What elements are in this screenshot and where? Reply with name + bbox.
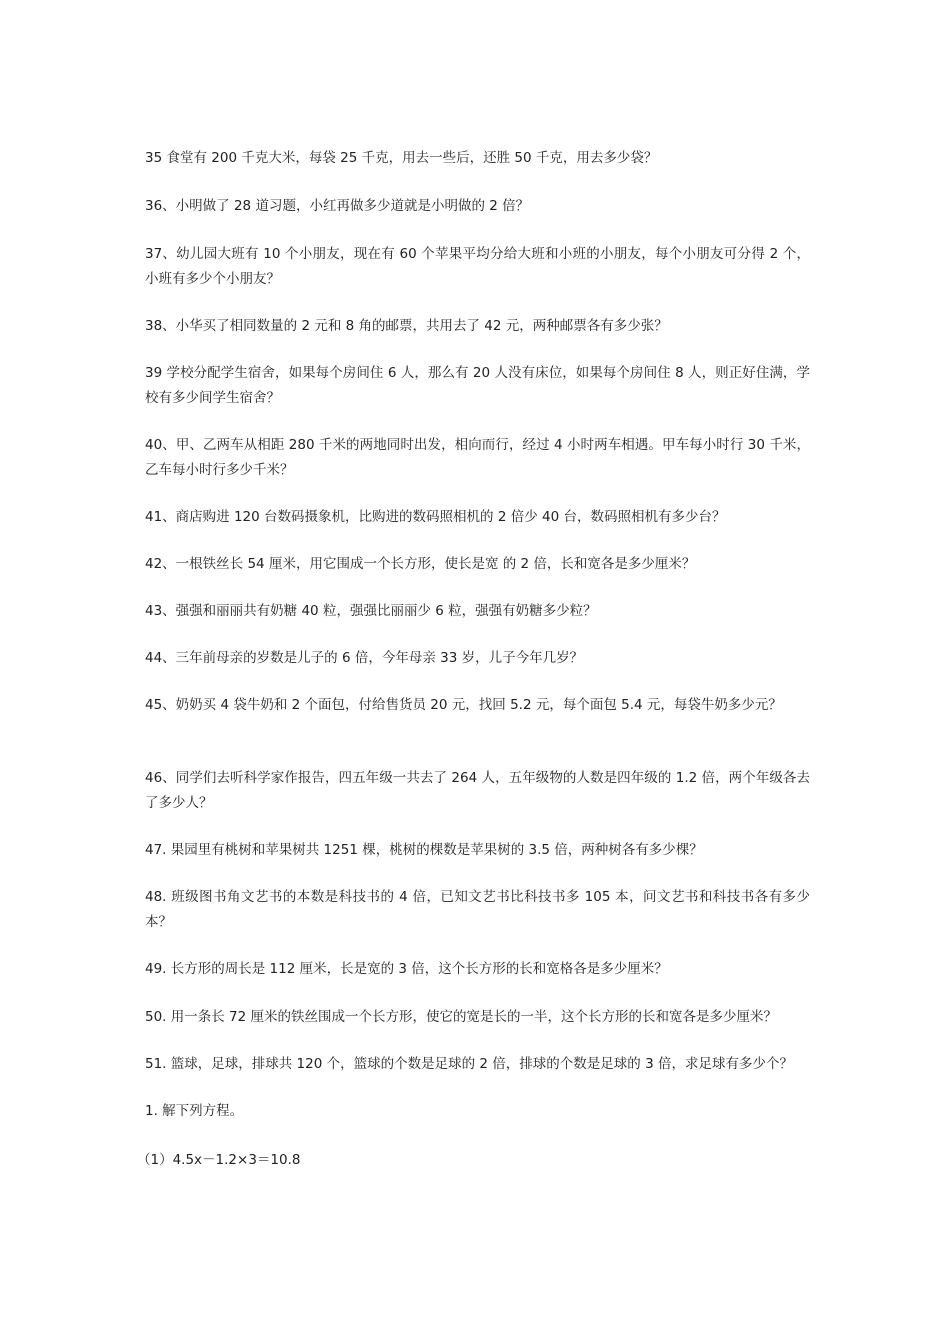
problem-50: 50. 用一条长 72 厘米的铁丝围成一个长方形，使它的宽是长的一半，这个长方形的长和宽各是多少厘米？ [145, 1009, 778, 1025]
problem-44: 44、三年前母亲的岁数是儿子的 6 倍，今年母亲 33 岁，儿子今年几岁？ [145, 650, 584, 666]
problem-41: 41、商店购进 120 台数码摄象机，比购进的数码照相机的 2 倍少 40 台，数码照相机有多少台？ [145, 509, 726, 525]
problem-37: 37、幼儿园大班有 10 个小朋友，现在有 60 个苹果平均分给大班和小班的小朋友，每个小朋友可分得 2 个，小班有多少个小朋友？ [145, 246, 810, 287]
problem-47: 47. 果园里有桃树和苹果树共 1251 棵，桃树的棵数是苹果树的 3.5 倍，两种树各有多少棵？ [145, 842, 703, 858]
problem-45: 45、奶奶买 4 袋牛奶和 2 个面包，付给售货员 20 元，找回 5.2 元，每个面包 5.4 元，每袋牛奶多少元？ [145, 697, 782, 713]
problem-48: 48. 班级图书角文艺书的本数是科技书的 4 倍，已知文艺书比科技书多 105 本，问文艺书和科技书各有多少本？ [145, 889, 810, 930]
problem-43: 43、强强和丽丽共有奶糖 40 粒，强强比丽丽少 6 粒，强强有奶糖多少粒？ [145, 603, 597, 619]
equation-1: （1）4.5x－1.2×3＝10.8 [137, 1152, 301, 1168]
problem-39: 39 学校分配学生宿舍，如果每个房间住 6 人，那么有 20 人没有床位，如果每个房间住 8 人，则正好住满，学校有多少间学生宿舍？ [145, 365, 810, 406]
problem-51: 51. 篮球，足球，排球共 120 个，篮球的个数是足球的 2 倍，排球的个数是足球的 3 倍，求足球有多少个？ [145, 1056, 793, 1072]
problem-40: 40、甲、乙两车从相距 280 千米的两地同时出发，相向而行，经过 4 小时两车相遇。甲车每小时行 30 千米，乙车每小时行多少千米？ [145, 437, 810, 478]
problem-36: 36、小明做了 28 道习题，小红再做多少道就是小明做的 2 倍？ [145, 198, 530, 214]
problem-42: 42、一根铁丝长 54 厘米，用它围成一个长方形，使长是宽 的 2 倍，长和宽各是多少厘米？ [145, 556, 696, 572]
problem-46: 46、同学们去听科学家作报告，四五年级一共去了 264 人，五年级物的人数是四年级的 1.2 倍，两个年级各去了多少人？ [145, 770, 810, 811]
problem-38: 38、小华买了相同数量的 2 元和 8 角的邮票，共用去了 42 元，两种邮票各有多少张？ [145, 318, 668, 334]
problem-35: 35 食堂有 200 千克大米，每袋 25 千克，用去一些后，还胜 50 千克，用去多少袋？ [145, 150, 658, 166]
section-heading-equations: 1. 解下列方程。 [145, 1103, 244, 1119]
problem-49: 49. 长方形的周长是 112 厘米，长是宽的 3 倍，这个长方形的长和宽格各是多少厘米？ [145, 961, 668, 977]
